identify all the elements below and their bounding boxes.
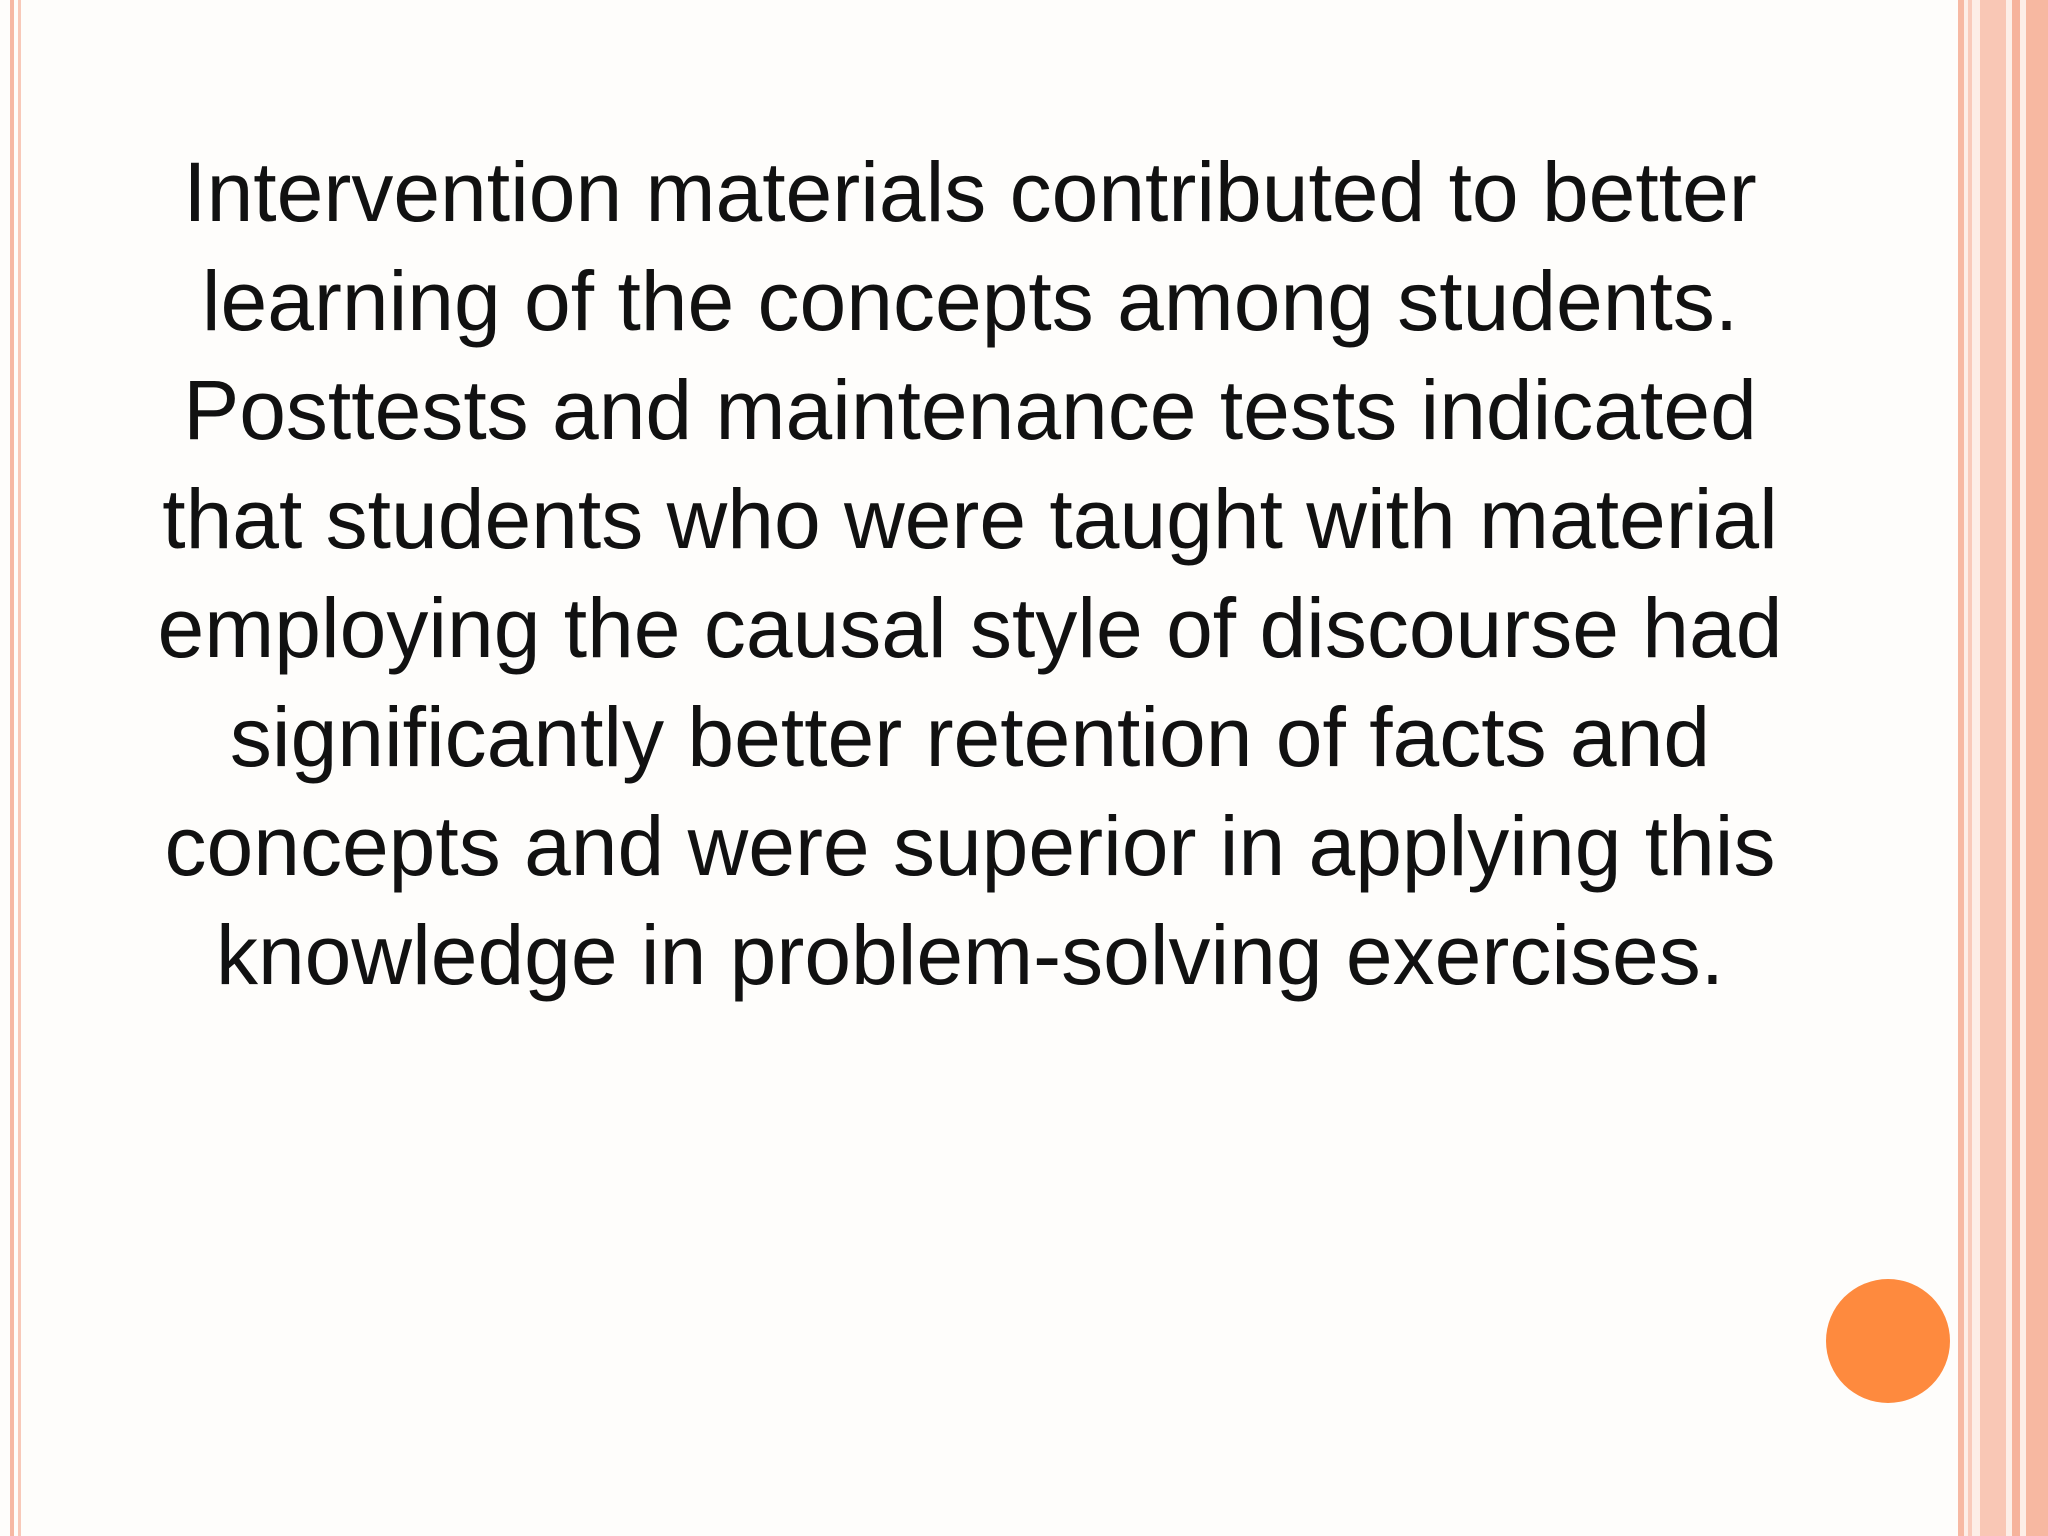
right-border-line-outer [2012,0,2020,1536]
right-border-strip [1980,0,2006,1536]
slide-body-text: Intervention materials contributed to better learning of the concepts among students. Posttests and maintenance tests indicated that students who were taught with material employing the causal style of discourse had significantly better retention of facts and concepts and were superior in applying this knowledge in problem-solving exercises. [157,145,1783,1002]
orange-circle-icon [1826,1279,1950,1403]
right-border-line-thin [1968,0,1972,1536]
right-border-line [1958,0,1964,1536]
right-border-edge [2026,0,2048,1536]
left-border-line-inner [18,0,21,1536]
left-border-line [10,0,14,1536]
